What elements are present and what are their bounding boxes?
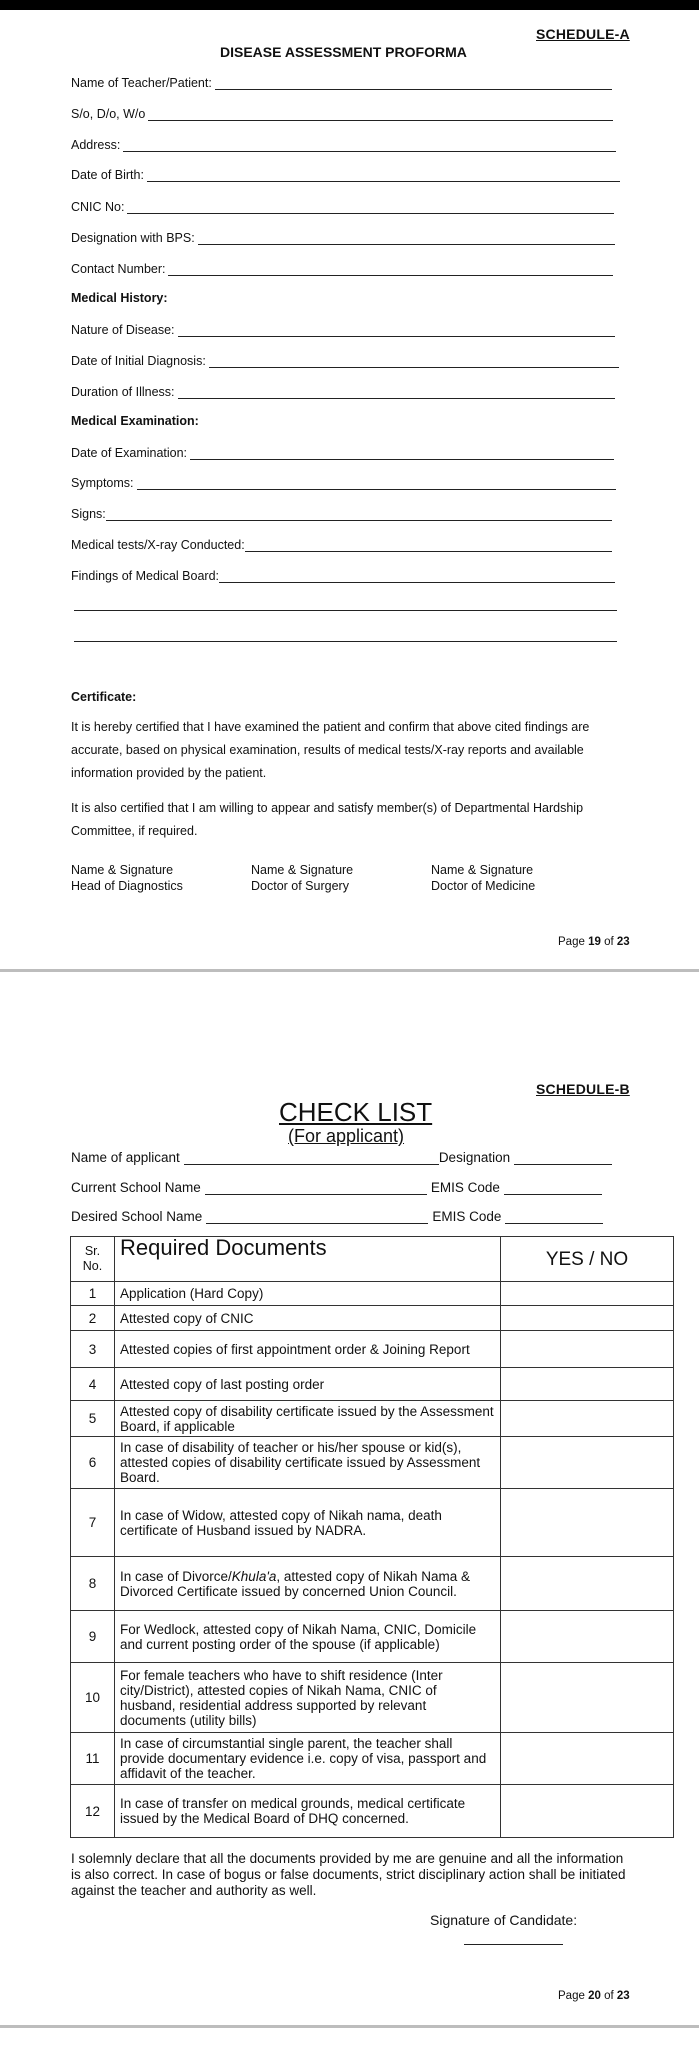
input-line[interactable]	[209, 355, 619, 368]
declaration-text: I solemnly declare that all the documents provided by me are genuine and all the information is also correct. In case of bogus or false documents, strict disciplinary action shall be initiated against the teacher and authority as well.	[71, 1851, 626, 1898]
yes-no-cell[interactable]	[501, 1368, 674, 1401]
desired-emis-input[interactable]	[505, 1210, 603, 1224]
document-cell: In case of Widow, attested copy of Nikah nama, death certificate of Husband issued by NADRA.	[115, 1489, 501, 1557]
yes-no-cell[interactable]	[501, 1733, 674, 1785]
yes-no-cell[interactable]	[501, 1401, 674, 1437]
table-row	[71, 1282, 674, 1306]
medical-history-heading: Medical History:	[71, 291, 168, 305]
schedule-a-label: SCHEDULE-A	[536, 26, 630, 42]
emis-code-label-1: EMIS Code	[430, 1180, 500, 1195]
field-label: Date of Examination:	[71, 446, 188, 460]
yes-no-cell[interactable]	[501, 1785, 674, 1838]
input-line[interactable]	[190, 447, 614, 460]
header-sr-no: Sr. No.	[71, 1237, 115, 1282]
document-cell: In case of disability of teacher or his/her spouse or kid(s), attested copies of disability certificate issued by Assessment Board.	[115, 1437, 501, 1489]
applicant-row-2	[71, 1180, 602, 1195]
document-cell: In case of circumstantial single parent, the teacher shall provide documentary evidence i.e. copy of visa, passport and affidavit of the teacher.	[115, 1733, 501, 1785]
checklist-subtitle: (For applicant)	[288, 1126, 405, 1146]
checklist-title: CHECK LIST	[279, 1097, 433, 1127]
field-nature-of-disease[interactable]	[71, 323, 615, 337]
input-line[interactable]	[178, 324, 615, 337]
table-row	[71, 1331, 674, 1368]
input-line[interactable]	[148, 108, 613, 121]
checklist-table	[70, 1236, 674, 1838]
field-cnic[interactable]	[71, 200, 614, 214]
header-yes-no: YES / NO	[501, 1237, 674, 1282]
field-label: Address:	[71, 138, 121, 152]
sr-no-cell: 4	[71, 1368, 115, 1401]
signature-block-diagnostics	[71, 862, 183, 894]
table-row	[71, 1437, 674, 1489]
input-line[interactable]	[106, 508, 612, 521]
designation-label: Designation	[438, 1150, 511, 1165]
input-line[interactable]	[198, 232, 615, 245]
document-cell: Attested copy of last posting order	[115, 1368, 501, 1401]
document-cell: Attested copies of first appointment order & Joining Report	[115, 1331, 501, 1368]
field-relation[interactable]	[71, 107, 613, 121]
yes-no-cell[interactable]	[501, 1331, 674, 1368]
yes-no-cell[interactable]	[501, 1663, 674, 1733]
sr-no-cell: 7	[71, 1489, 115, 1557]
table-row	[71, 1663, 674, 1733]
certificate-heading: Certificate:	[71, 690, 137, 704]
signature-line2: Head of Diagnostics	[71, 879, 183, 893]
designation-input[interactable]	[514, 1151, 612, 1165]
field-name-of-teacher[interactable]	[71, 76, 612, 90]
field-label: Date of Birth:	[71, 168, 144, 182]
signature-line1: Name & Signature	[251, 863, 354, 877]
name-of-applicant-input[interactable]	[184, 1151, 439, 1165]
page-number: Page 19 of 23	[558, 936, 630, 948]
yes-no-cell[interactable]	[501, 1282, 674, 1306]
candidate-signature-line[interactable]	[464, 1944, 563, 1945]
yes-no-cell[interactable]	[501, 1437, 674, 1489]
page-number: Page 20 of 23	[558, 1990, 630, 2002]
desired-school-label: Desired School Name	[71, 1209, 203, 1224]
field-designation-bps[interactable]	[71, 231, 615, 245]
sr-no-cell: 2	[71, 1306, 115, 1331]
field-label: Date of Initial Diagnosis:	[71, 354, 206, 368]
field-date-of-birth[interactable]	[71, 168, 620, 182]
emis-code-label-2: EMIS Code	[432, 1209, 502, 1224]
field-duration-of-illness[interactable]	[71, 385, 615, 399]
signature-line1: Name & Signature	[431, 863, 534, 877]
field-label: Contact Number:	[71, 262, 166, 276]
field-label: Findings of Medical Board:	[71, 569, 219, 583]
field-contact-number[interactable]	[71, 262, 613, 276]
current-school-label: Current School Name	[71, 1180, 201, 1195]
input-line[interactable]	[178, 386, 615, 399]
field-label: Symptoms:	[71, 476, 134, 490]
field-label: CNIC No:	[71, 200, 125, 214]
signature-block-surgery	[251, 862, 353, 894]
sr-no-cell: 8	[71, 1557, 115, 1611]
current-school-input[interactable]	[205, 1181, 427, 1195]
field-label: Designation with BPS:	[71, 231, 195, 245]
signature-line2: Doctor of Surgery	[251, 879, 349, 893]
sr-no-cell: 6	[71, 1437, 115, 1489]
sr-no-cell: 1	[71, 1282, 115, 1306]
table-row	[71, 1306, 674, 1331]
top-black-bar	[0, 0, 699, 10]
sr-no-cell: 10	[71, 1663, 115, 1733]
input-line[interactable]	[219, 570, 615, 583]
current-emis-input[interactable]	[504, 1181, 602, 1195]
field-label: S/o, D/o, W/o	[71, 107, 146, 121]
document-cell: Application (Hard Copy)	[115, 1282, 501, 1306]
table-row	[71, 1489, 674, 1557]
field-signs[interactable]	[71, 507, 612, 521]
sr-no-cell: 5	[71, 1401, 115, 1437]
medical-examination-heading: Medical Examination:	[71, 414, 199, 428]
field-label: Duration of Illness:	[71, 385, 175, 399]
document-cell: Attested copy of CNIC	[115, 1306, 501, 1331]
certificate-paragraph-2: It is also certified that I am willing to appear and satisfy member(s) of Departmental Hardship Committee, if required.	[71, 801, 584, 838]
field-findings-medical-board[interactable]	[71, 569, 615, 583]
signature-line2: Doctor of Medicine	[431, 879, 536, 893]
table-row	[71, 1785, 674, 1838]
table-header-row	[71, 1237, 674, 1282]
sr-no-cell: 12	[71, 1785, 115, 1838]
field-symptoms[interactable]	[71, 476, 616, 490]
field-medical-tests[interactable]	[71, 538, 612, 552]
signature-block-medicine	[431, 862, 535, 894]
name-of-applicant-label: Name of applicant	[71, 1150, 180, 1165]
applicant-row-3	[71, 1209, 603, 1224]
input-line[interactable]	[127, 201, 614, 214]
table-row	[71, 1401, 674, 1437]
certificate-paragraph-1: It is hereby certified that I have examined the patient and confirm that above cited findings are accurate, based on physical examination, results of medical tests/X-ray reports and available information provided by the patient.	[71, 720, 590, 780]
document-cell: In case of transfer on medical grounds, medical certificate issued by the Medical Board of DHQ concerned.	[115, 1785, 501, 1838]
signature-of-candidate-label: Signature of Candidate:	[430, 1912, 578, 1928]
schedule-b-label: SCHEDULE-B	[536, 1081, 630, 1097]
table-row	[71, 1368, 674, 1401]
table-row	[71, 1733, 674, 1785]
yes-no-cell[interactable]	[501, 1306, 674, 1331]
sr-no-cell: 3	[71, 1331, 115, 1368]
header-required-documents: Required Documents	[115, 1237, 501, 1282]
yes-no-cell[interactable]	[501, 1611, 674, 1663]
field-label: Name of Teacher/Patient:	[71, 76, 212, 90]
signature-line1: Name & Signature	[71, 863, 174, 877]
field-date-of-examination[interactable]	[71, 446, 614, 460]
document-cell: For female teachers who have to shift residence (Inter city/District), attested copies of Nikah Nama, CNIC of husband, residential address supported by relevant documents (utility bills)	[115, 1663, 501, 1733]
input-line[interactable]	[147, 169, 620, 182]
input-line[interactable]	[137, 477, 616, 490]
input-line[interactable]	[215, 77, 612, 90]
field-address[interactable]	[71, 138, 616, 152]
page-separator	[0, 969, 699, 972]
field-label: Signs:	[71, 507, 106, 521]
table-row	[71, 1557, 674, 1611]
field-label: Medical tests/X-ray Conducted:	[71, 538, 245, 552]
input-line[interactable]	[123, 139, 616, 152]
table-row	[71, 1611, 674, 1663]
page-title: DISEASE ASSESSMENT PROFORMA	[220, 44, 467, 60]
input-line[interactable]	[168, 263, 613, 276]
yes-no-cell[interactable]	[501, 1557, 674, 1611]
field-date-initial-diagnosis[interactable]	[71, 354, 619, 368]
field-label: Nature of Disease:	[71, 323, 175, 337]
yes-no-cell[interactable]	[501, 1489, 674, 1557]
input-line[interactable]	[245, 539, 612, 552]
applicant-row-1	[71, 1150, 612, 1165]
document-cell: Attested copy of disability certificate issued by the Assessment Board, if applicable	[115, 1401, 501, 1437]
document-cell: In case of Divorce/Khula'a, attested copy of Nikah Nama & Divorced Certificate issued by concerned Union Council.	[115, 1557, 501, 1611]
page-separator	[0, 2025, 699, 2028]
document-cell: For Wedlock, attested copy of Nikah Nama, CNIC, Domicile and current posting order of the spouse (if applicable)	[115, 1611, 501, 1663]
findings-extra-line-1[interactable]	[74, 610, 617, 611]
findings-extra-line-2[interactable]	[74, 641, 617, 642]
sr-no-cell: 11	[71, 1733, 115, 1785]
desired-school-input[interactable]	[206, 1210, 428, 1224]
sr-no-cell: 9	[71, 1611, 115, 1663]
